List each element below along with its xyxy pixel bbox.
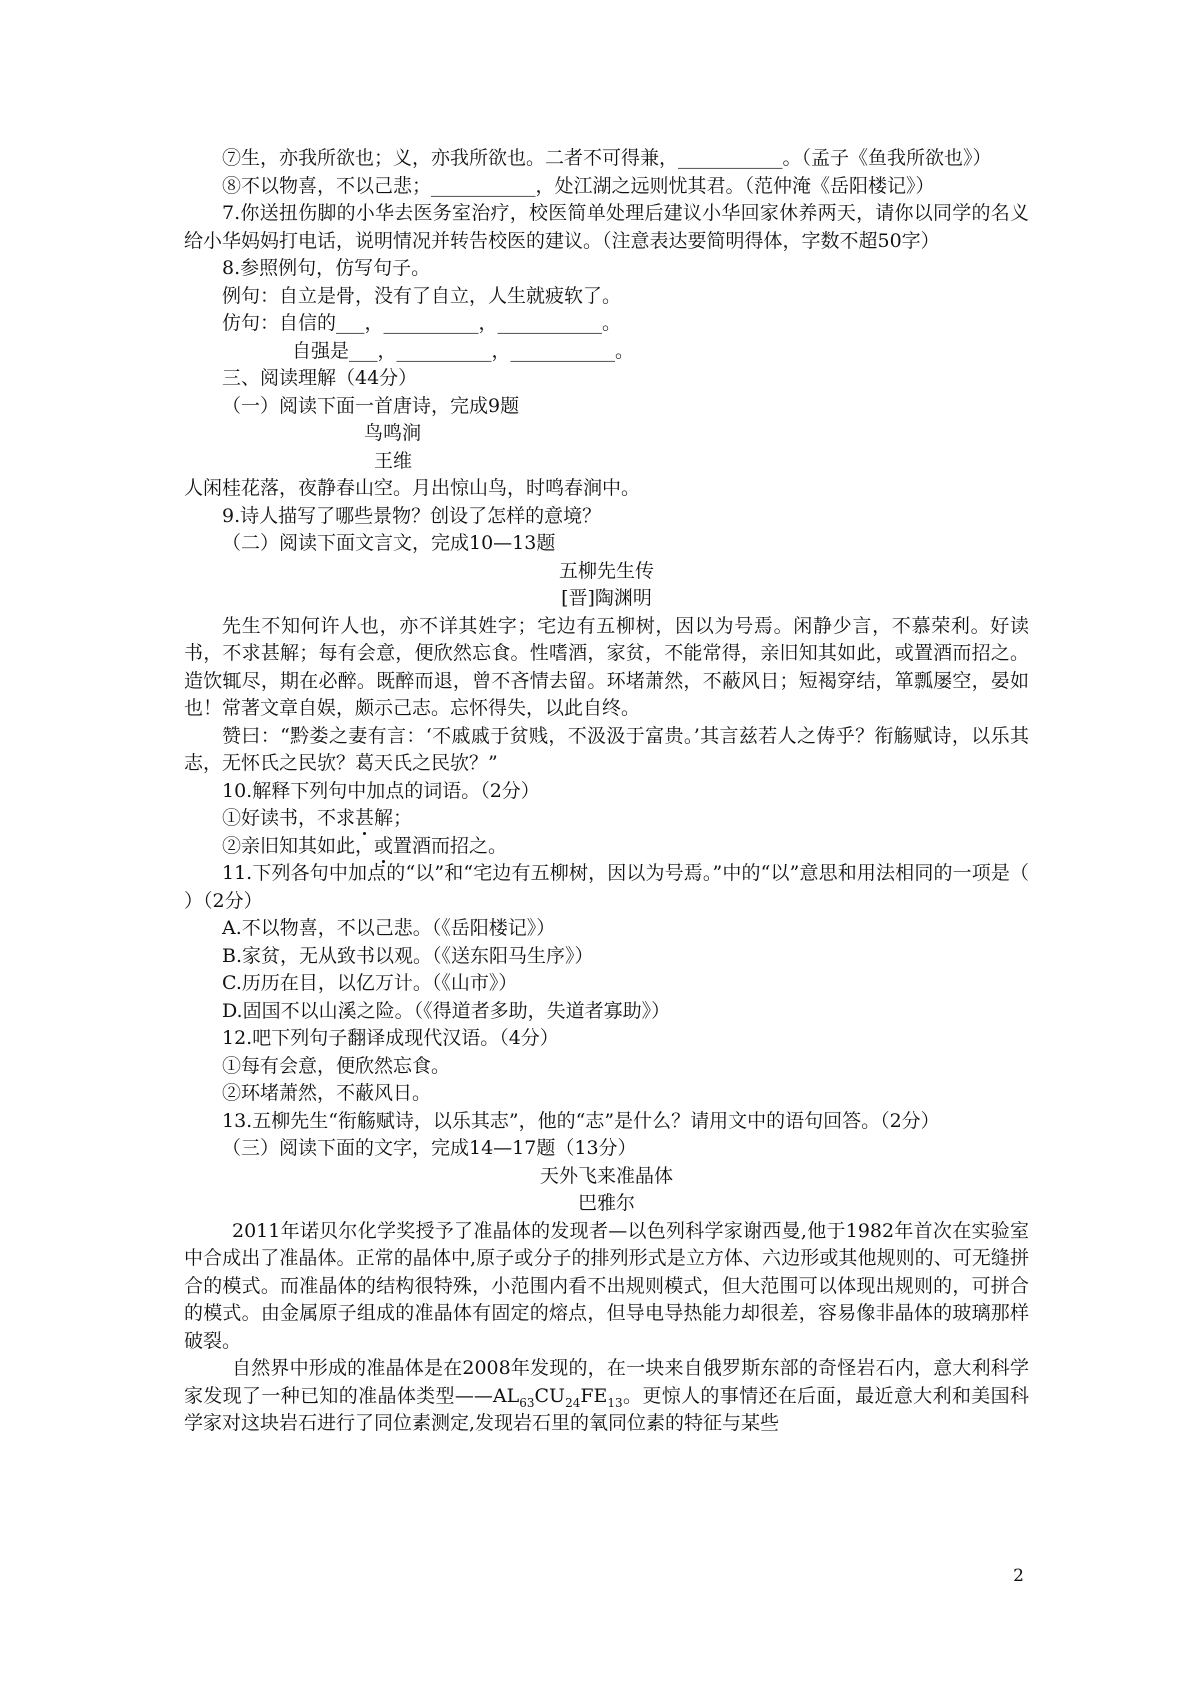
quote-line-8: ⑧不以物喜，不以己悲；___________，处江湖之远则忧其君。（范仲淹《岳阳楼记》） (222, 174, 935, 197)
article-title: 天外飞来准晶体 (539, 1164, 673, 1187)
q11-option-c: C.历历在目，以亿万计。（《山市》） (222, 972, 518, 994)
essay-author: [晋]陶渊明 (561, 587, 652, 609)
essay-paragraph-1: 先生不知何许人也，亦不详其姓字；宅边有五柳树，因以为号焉。闲静少言，不慕荣利。好读书，不求甚解；每有会意，便欣然忘食。性嗜酒，家贫，不能常得，亲旧知其如此，或置酒而招之。造饮辄尽，期在必醉。既醉而退，曾不吝情去留。环堵萧然，不蔽风日；短褐穿结，箪瓢屡空，晏如也！常著文章自娱，颇示己志。忘怀得失，以此自终。 (184, 614, 1029, 719)
page-number: 2 (1013, 1566, 1024, 1586)
q11-option-a: A.不以物喜，不以己悲。（《岳阳楼记》） (222, 917, 556, 939)
imitation-line-2: 自强是___，__________，___________。 (292, 339, 635, 362)
q10-b-text-end: 置酒而招之。 (393, 834, 508, 857)
imitation-line-1: 仿句：自信的___，__________，___________。 (222, 312, 622, 334)
subsection-2: （二）阅读下面文言文，完成10—13题 (222, 532, 556, 554)
q10-a-text: ①好读书，不求 (222, 807, 356, 829)
dotted-char-shen: 甚 (355, 807, 375, 829)
q12-item-1: ①每有会意，便欣然忘食。 (222, 1054, 451, 1077)
section-heading-3: 三、阅读理解（44分） (222, 367, 418, 389)
question-10-item-2 (184, 833, 1029, 861)
poem-text: 人闲桂花落，夜静春山空。月出惊山鸟，时鸣春涧中。 (184, 477, 641, 499)
subsection-1: （一）阅读下面一首唐诗，完成9题 (222, 394, 520, 417)
poem-title: 鸟鸣涧 (364, 422, 422, 444)
page-content (184, 145, 1029, 1438)
q10-a-text-end: 解； (374, 807, 413, 829)
question-10: 10.解释下列句中加点的词语。（2分） (222, 779, 540, 802)
question-11: 11.下列各句中加点的“以”和“宅边有五柳树，因以为号焉。”中的“以”意思和用法相同的一项是（ ）（2分） (184, 862, 1029, 912)
q11-option-d: D.固国不以山溪之险。（《得道者多助，失道者寡助》） (222, 999, 671, 1022)
subscript-63: 63 (519, 1395, 535, 1410)
article-p2-text-end: 。更惊人的事情还在后面，最近意大利和美国科学家对这块岩石进行了同位素测定,发现岩石里的氧同位素的特征与某些 (184, 1384, 1029, 1434)
q12-item-2: ②环堵萧然，不蔽风日。 (222, 1082, 432, 1104)
essay-title: 五柳先生传 (558, 559, 654, 582)
dotted-char-huo: 或 (374, 834, 394, 857)
article-p2-text: 自然界中形成的准晶体是在2008年发现的，在一块来自俄罗斯东部的奇怪岩石内，意大利科学家发现了一种已知的准晶体类型——AL (184, 1357, 1029, 1407)
essay-paragraph-2: 赞曰：“黔娄之妻有言：‘不戚戚于贫贱，不汲汲于富贵。’其言兹若人之俦乎？衔觞赋诗，以乐其志，无怀氏之民欤？葛天氏之民欤？” (184, 724, 1029, 774)
formula-cu: CU (534, 1384, 566, 1407)
question-8: 8.参照例句，仿写句子。 (222, 257, 431, 279)
question-13: 13.五柳先生“衔觞赋诗，以乐其志”，他的“志”是什么？请用文中的语句回答。（2分） (222, 1109, 940, 1132)
article-paragraph-1: 2011年诺贝尔化学奖授予了准晶体的发现者—以色列科学家谢西曼,他于1982年首次在实验室中合成出了准晶体。正常的晶体中,原子或分子的排列形式是立方体、六边形或其他规则的、可无缝拼合的模式。而准晶体的结构很特殊，小范围内看不出规则模式，但大范围可以体现出规则的，可拼合的模式。由金属原子组成的准晶体有固定的熔点，但导电导热能力却很差，容易像非晶体的玻璃那样破裂。 (184, 1219, 1029, 1352)
question-12: 12.吧下列句子翻译成现代汉语。（4分） (222, 1027, 559, 1049)
poem-author: 王维 (374, 449, 413, 472)
q10-b-text: ②亲旧知其如此， (222, 834, 375, 857)
question-9: 9.诗人描写了哪些景物？创设了怎样的意境？ (222, 504, 602, 527)
article-paragraph-2 (184, 1355, 1029, 1438)
example-sentence: 例句：自立是骨，没有了自立，人生就疲软了。 (222, 284, 622, 307)
question-7: 7.你送扭伤脚的小华去医务室治疗，校医简单处理后建议小华回家休养两天，请你以同学的名义给小华妈妈打电话，说明情况并转告校医的建议。（注意表达要简明得体，字数不超50字） (184, 202, 1029, 252)
subsection-3: （三）阅读下面的文字，完成14—17题（13分） (222, 1137, 637, 1159)
subscript-13: 13 (607, 1395, 623, 1410)
q11-option-b: B.家贫，无从致书以观。（《送东阳马生序》） (222, 944, 594, 967)
question-10-item-1 (184, 805, 1029, 833)
subscript-24: 24 (565, 1395, 581, 1410)
article-author: 巴雅尔 (577, 1192, 635, 1214)
formula-fe: FE (580, 1384, 608, 1407)
quote-line-7: ⑦生，亦我所欲也；义，亦我所欲也。二者不可得兼，___________。（孟子《鱼我所欲也》） (222, 147, 992, 169)
